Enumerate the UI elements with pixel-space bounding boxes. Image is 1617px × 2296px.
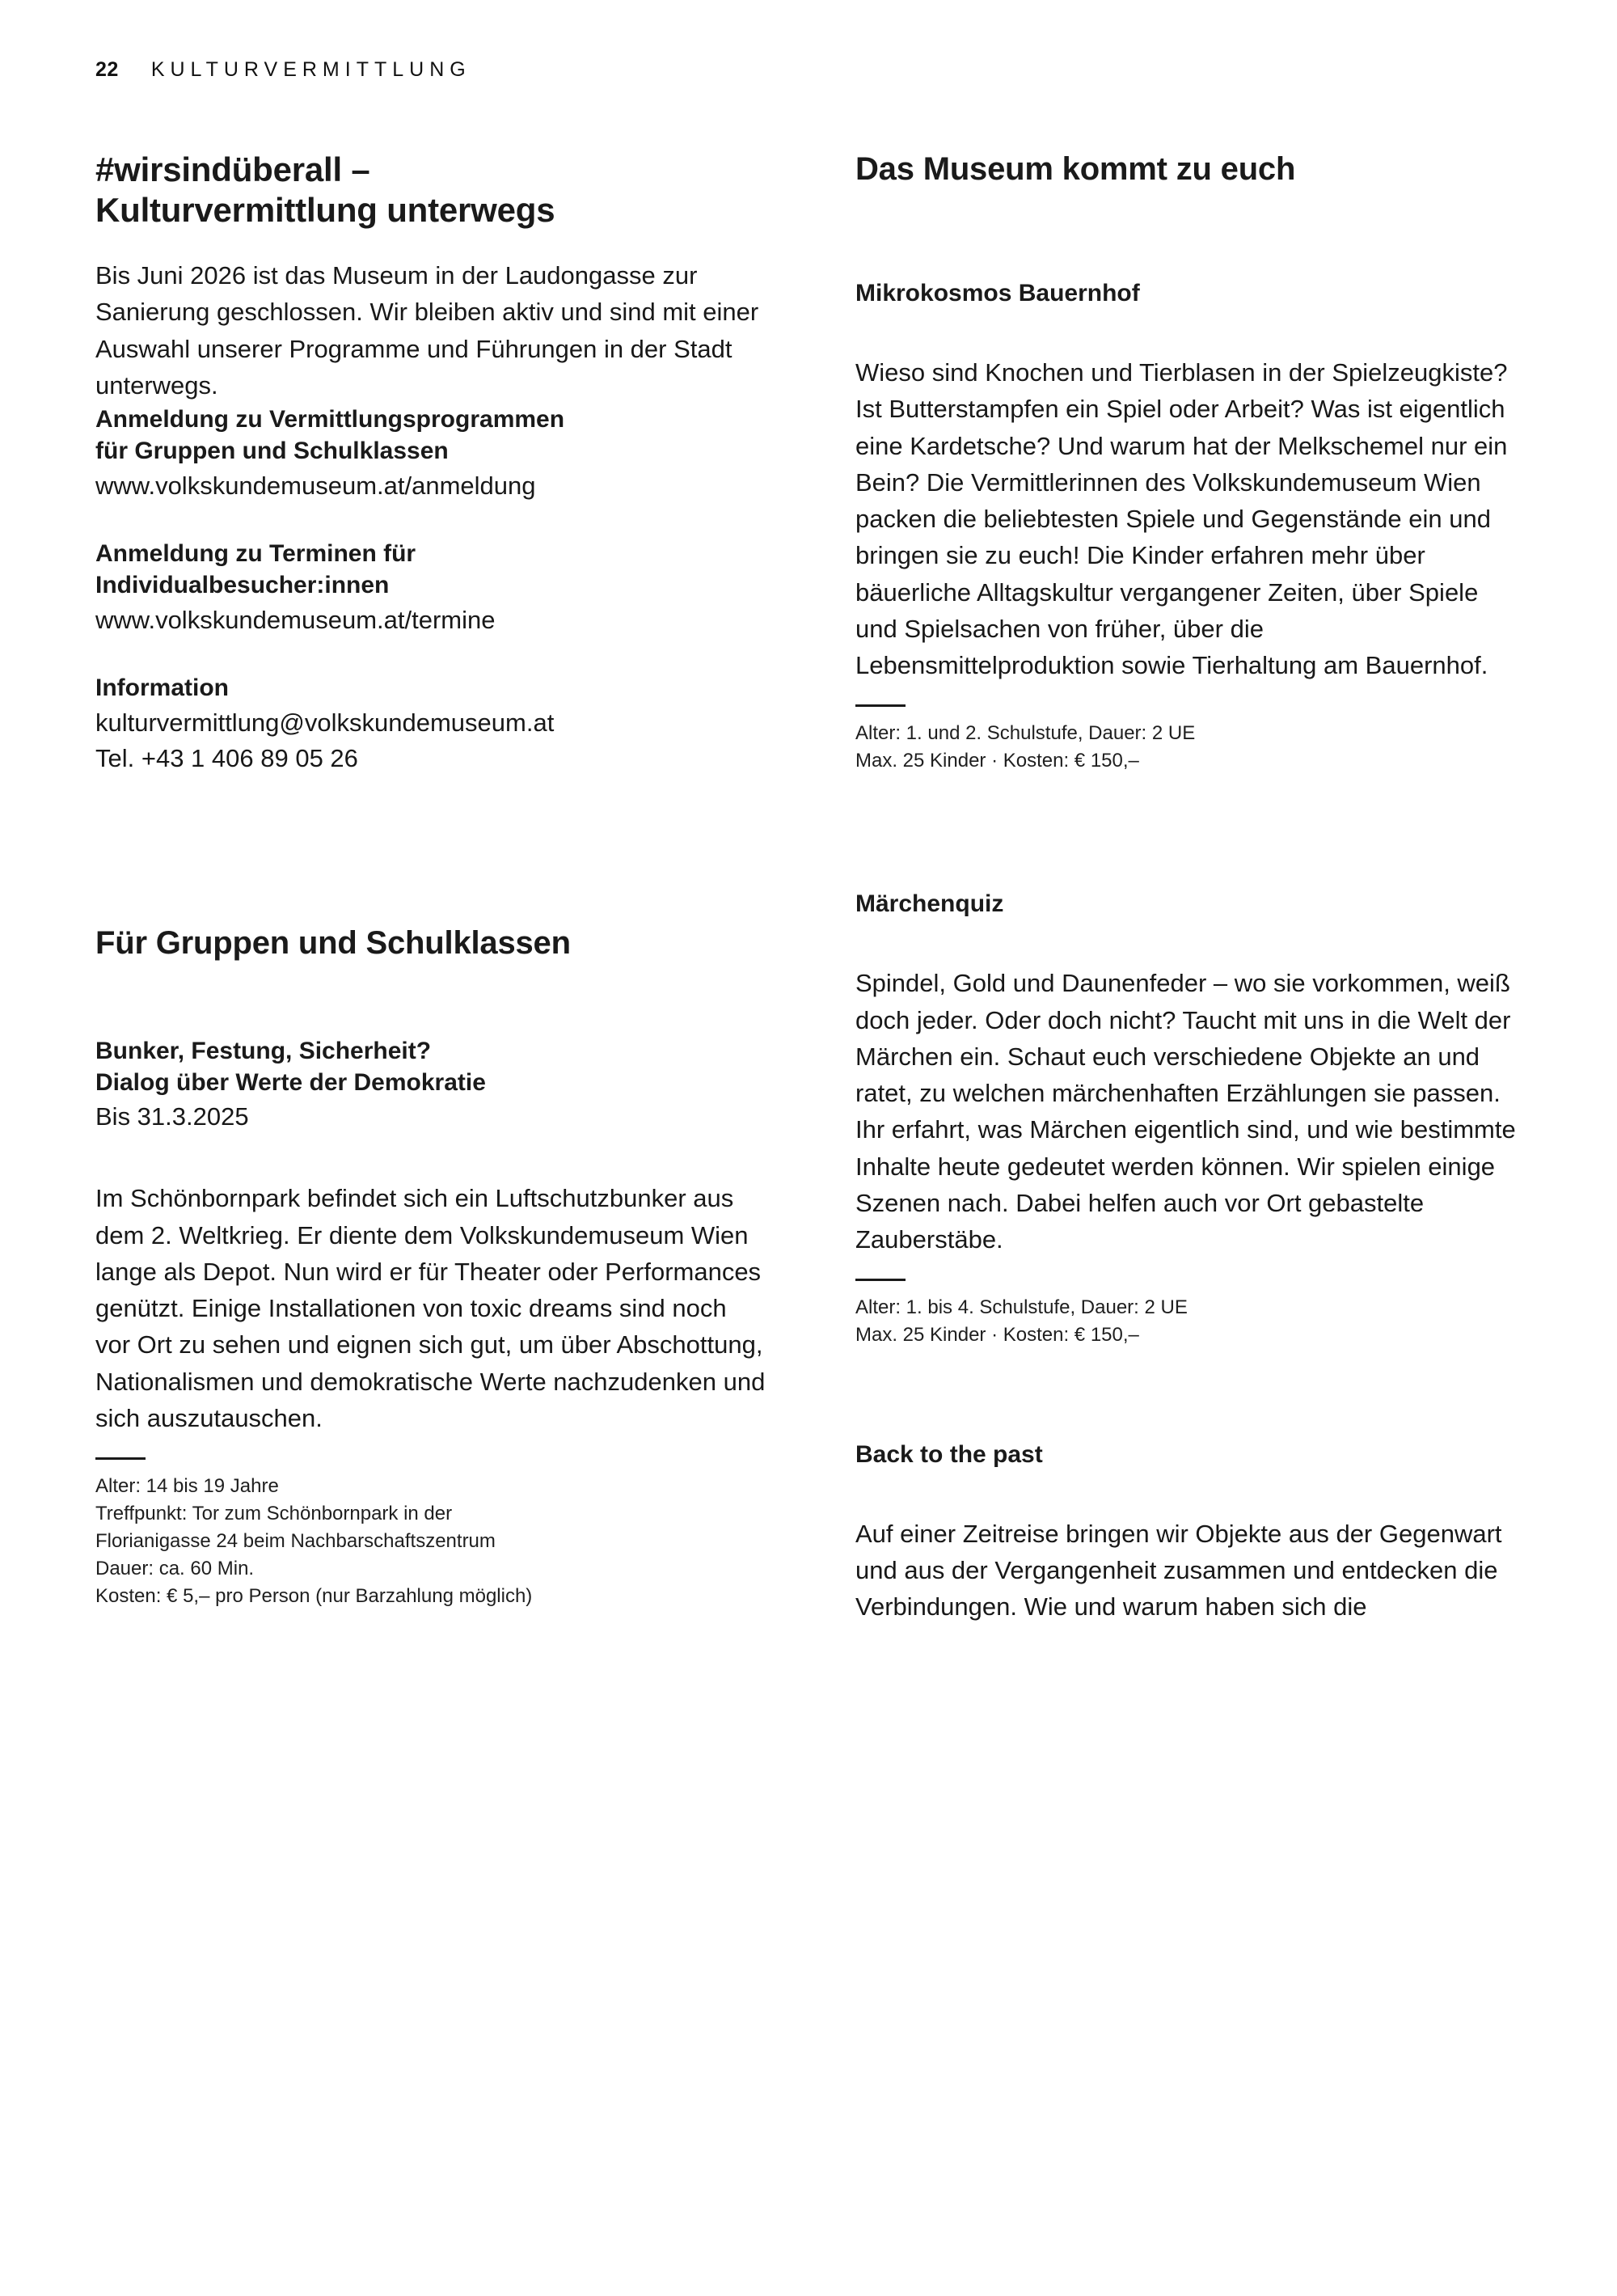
left-article-title-line2: Kulturvermittlung unterwegs: [95, 190, 555, 229]
contact-label-line1: Anmeldung zu Vermittlungsprogrammen: [95, 406, 565, 433]
contact-block-anmeldung-individual: [95, 538, 766, 638]
page-number: 22: [95, 58, 119, 81]
contact-label-line2: für Gruppen und Schulklassen: [95, 438, 449, 465]
left-intro-paragraph: Bis Juni 2026 ist das Museum in der Laudongasse zur Sanierung geschlossen. Wir bleiben aktiv und sind mit einer Auswahl unserer Programme und Führungen in der Stadt unterwegs.: [95, 261, 759, 400]
program-meta-kosten: Max. 25 Kinder · Kosten: € 150,–: [855, 750, 1139, 772]
spacer: [95, 810, 766, 924]
meta-divider: [855, 1279, 906, 1281]
spacer: [855, 1470, 1526, 1516]
program-meta-alter: Alter: 14 bis 19 Jahre: [95, 1475, 279, 1498]
spacer: [855, 188, 1526, 277]
two-column-layout: [95, 150, 1526, 1625]
program-meta-alter: Alter: 1. und 2. Schulstufe, Dauer: 2 UE: [855, 722, 1196, 745]
program-meta-kosten: Max. 25 Kinder · Kosten: € 150,–: [855, 1324, 1139, 1347]
program-meta-treffpunkt-1: Treffpunkt: Tor zum Schönbornpark in der: [95, 1503, 453, 1525]
running-head: [95, 58, 471, 82]
spacer: [855, 1350, 1526, 1439]
left-article-title: [95, 150, 766, 230]
program-description-back-to-the-past: Auf einer Zeitreise bringen wir Objekte aus der Gegenwart und aus der Vergangenheit zusammen und entdecken die Verbindungen. Wie und warum haben sich die: [855, 1519, 1502, 1622]
contact-block-information: [95, 672, 766, 776]
spacer: [95, 962, 766, 1035]
program-description-bunker: Im Schönbornpark befindet sich ein Luftschutzbunker aus dem 2. Weltkrieg. Er diente dem Volkskundemuseum Wien lange als Depot. Nun wird er für Theater oder Performances genützt. Einige Installationen von toxic dreams sind noch vor Ort zu sehen und eignen sich gut, um über Abschottung, Nationalismen und demokratische Werte nachzudenken und sich auszutauschen.: [95, 1184, 766, 1432]
program-date: Bis 31.3.2025: [95, 1102, 249, 1131]
program-subtitle-line2: Dialog über Werte der Demokratie: [95, 1069, 486, 1097]
right-section-title: Das Museum kommt zu euch: [855, 151, 1296, 187]
right-column: [855, 150, 1526, 1625]
contact-label-line1: Anmeldung zu Terminen für: [95, 540, 416, 568]
program-description-mikrokosmos: Wieso sind Knochen und Tierblasen in der Spielzeugkiste? Ist Butterstampfen ein Spiel oder Arbeit? Was ist eigentlich eine Kardetsche? Und warum hat der Melkschemel nur ein Bein? Die Vermittlerinnen des Volkskundemuseum Wien packen die beliebtesten Spiele und Gegenstände ein und bringen sie zu euch! Die Kinder erfahren mehr über bäuerliche Alltagskultur vergangener Zeiten, über Spiele und Spielsachen von früher, über die Lebensmittelproduktion sowie Tierhaltung am Bauernhof.: [855, 358, 1508, 679]
meta-divider: [95, 1457, 146, 1460]
contact-label-line2: Individualbesucher:innen: [95, 572, 390, 599]
contact-label: [95, 404, 766, 467]
spacer: [855, 920, 1526, 965]
program-subtitle-maerchenquiz: Märchenquiz: [855, 890, 1004, 918]
program-meta-treffpunkt-2: Florianigasse 24 beim Nachbarschaftszentrum: [95, 1530, 496, 1553]
program-meta-dauer: Dauer: ca. 60 Min.: [95, 1558, 255, 1580]
contact-phone: Tel. +43 1 406 89 05 26: [95, 744, 358, 773]
left-section-title: Für Gruppen und Schulklassen: [95, 925, 571, 962]
program-subtitle-bunker: [95, 1035, 766, 1098]
program-meta-kosten: Kosten: € 5,– pro Person (nur Barzahlung möglich): [95, 1585, 533, 1608]
program-subtitle-line1: Bunker, Festung, Sicherheit?: [95, 1038, 432, 1065]
program-subtitle-back-to-the-past: Back to the past: [855, 1440, 1043, 1468]
contact-label: Information: [95, 674, 229, 702]
contact-label: [95, 538, 766, 601]
program-description-maerchenquiz: Spindel, Gold und Daunenfeder – wo sie vorkommen, weiß doch jeder. Oder doch nicht? Taucht mit uns in die Welt der Märchen ein. Schaut euch verschiedene Objekte an und ratet, zu welchen märchenhaften Erzählungen sie passen. Ihr erfahrt, was Märchen eigentlich sind, und wie bestimmte Inhalte heute gedeutet werden können. Wir spielen einige Szenen nach. Dabei helfen auch vor Ort gebastelte Zauberstäbe.: [855, 969, 1516, 1254]
meta-divider: [855, 704, 906, 707]
contact-block-anmeldung-gruppen: [95, 404, 766, 504]
program-subtitle-mikrokosmos: Mikrokosmos Bauernhof: [855, 280, 1140, 307]
left-column: [95, 150, 766, 1625]
contact-email[interactable]: kulturvermittlung@volkskundemuseum.at: [95, 708, 555, 738]
spacer: [855, 775, 1526, 888]
contact-url[interactable]: www.volkskundemuseum.at/anmeldung: [95, 471, 536, 501]
contact-url[interactable]: www.volkskundemuseum.at/termine: [95, 606, 496, 635]
spacer: [95, 1135, 766, 1180]
program-meta-alter: Alter: 1. bis 4. Schulstufe, Dauer: 2 UE: [855, 1296, 1188, 1319]
left-article-title-line1: #wirsindüberall –: [95, 150, 370, 188]
section-name: KULTURVERMITTLUNG: [150, 58, 471, 81]
spacer: [855, 309, 1526, 354]
